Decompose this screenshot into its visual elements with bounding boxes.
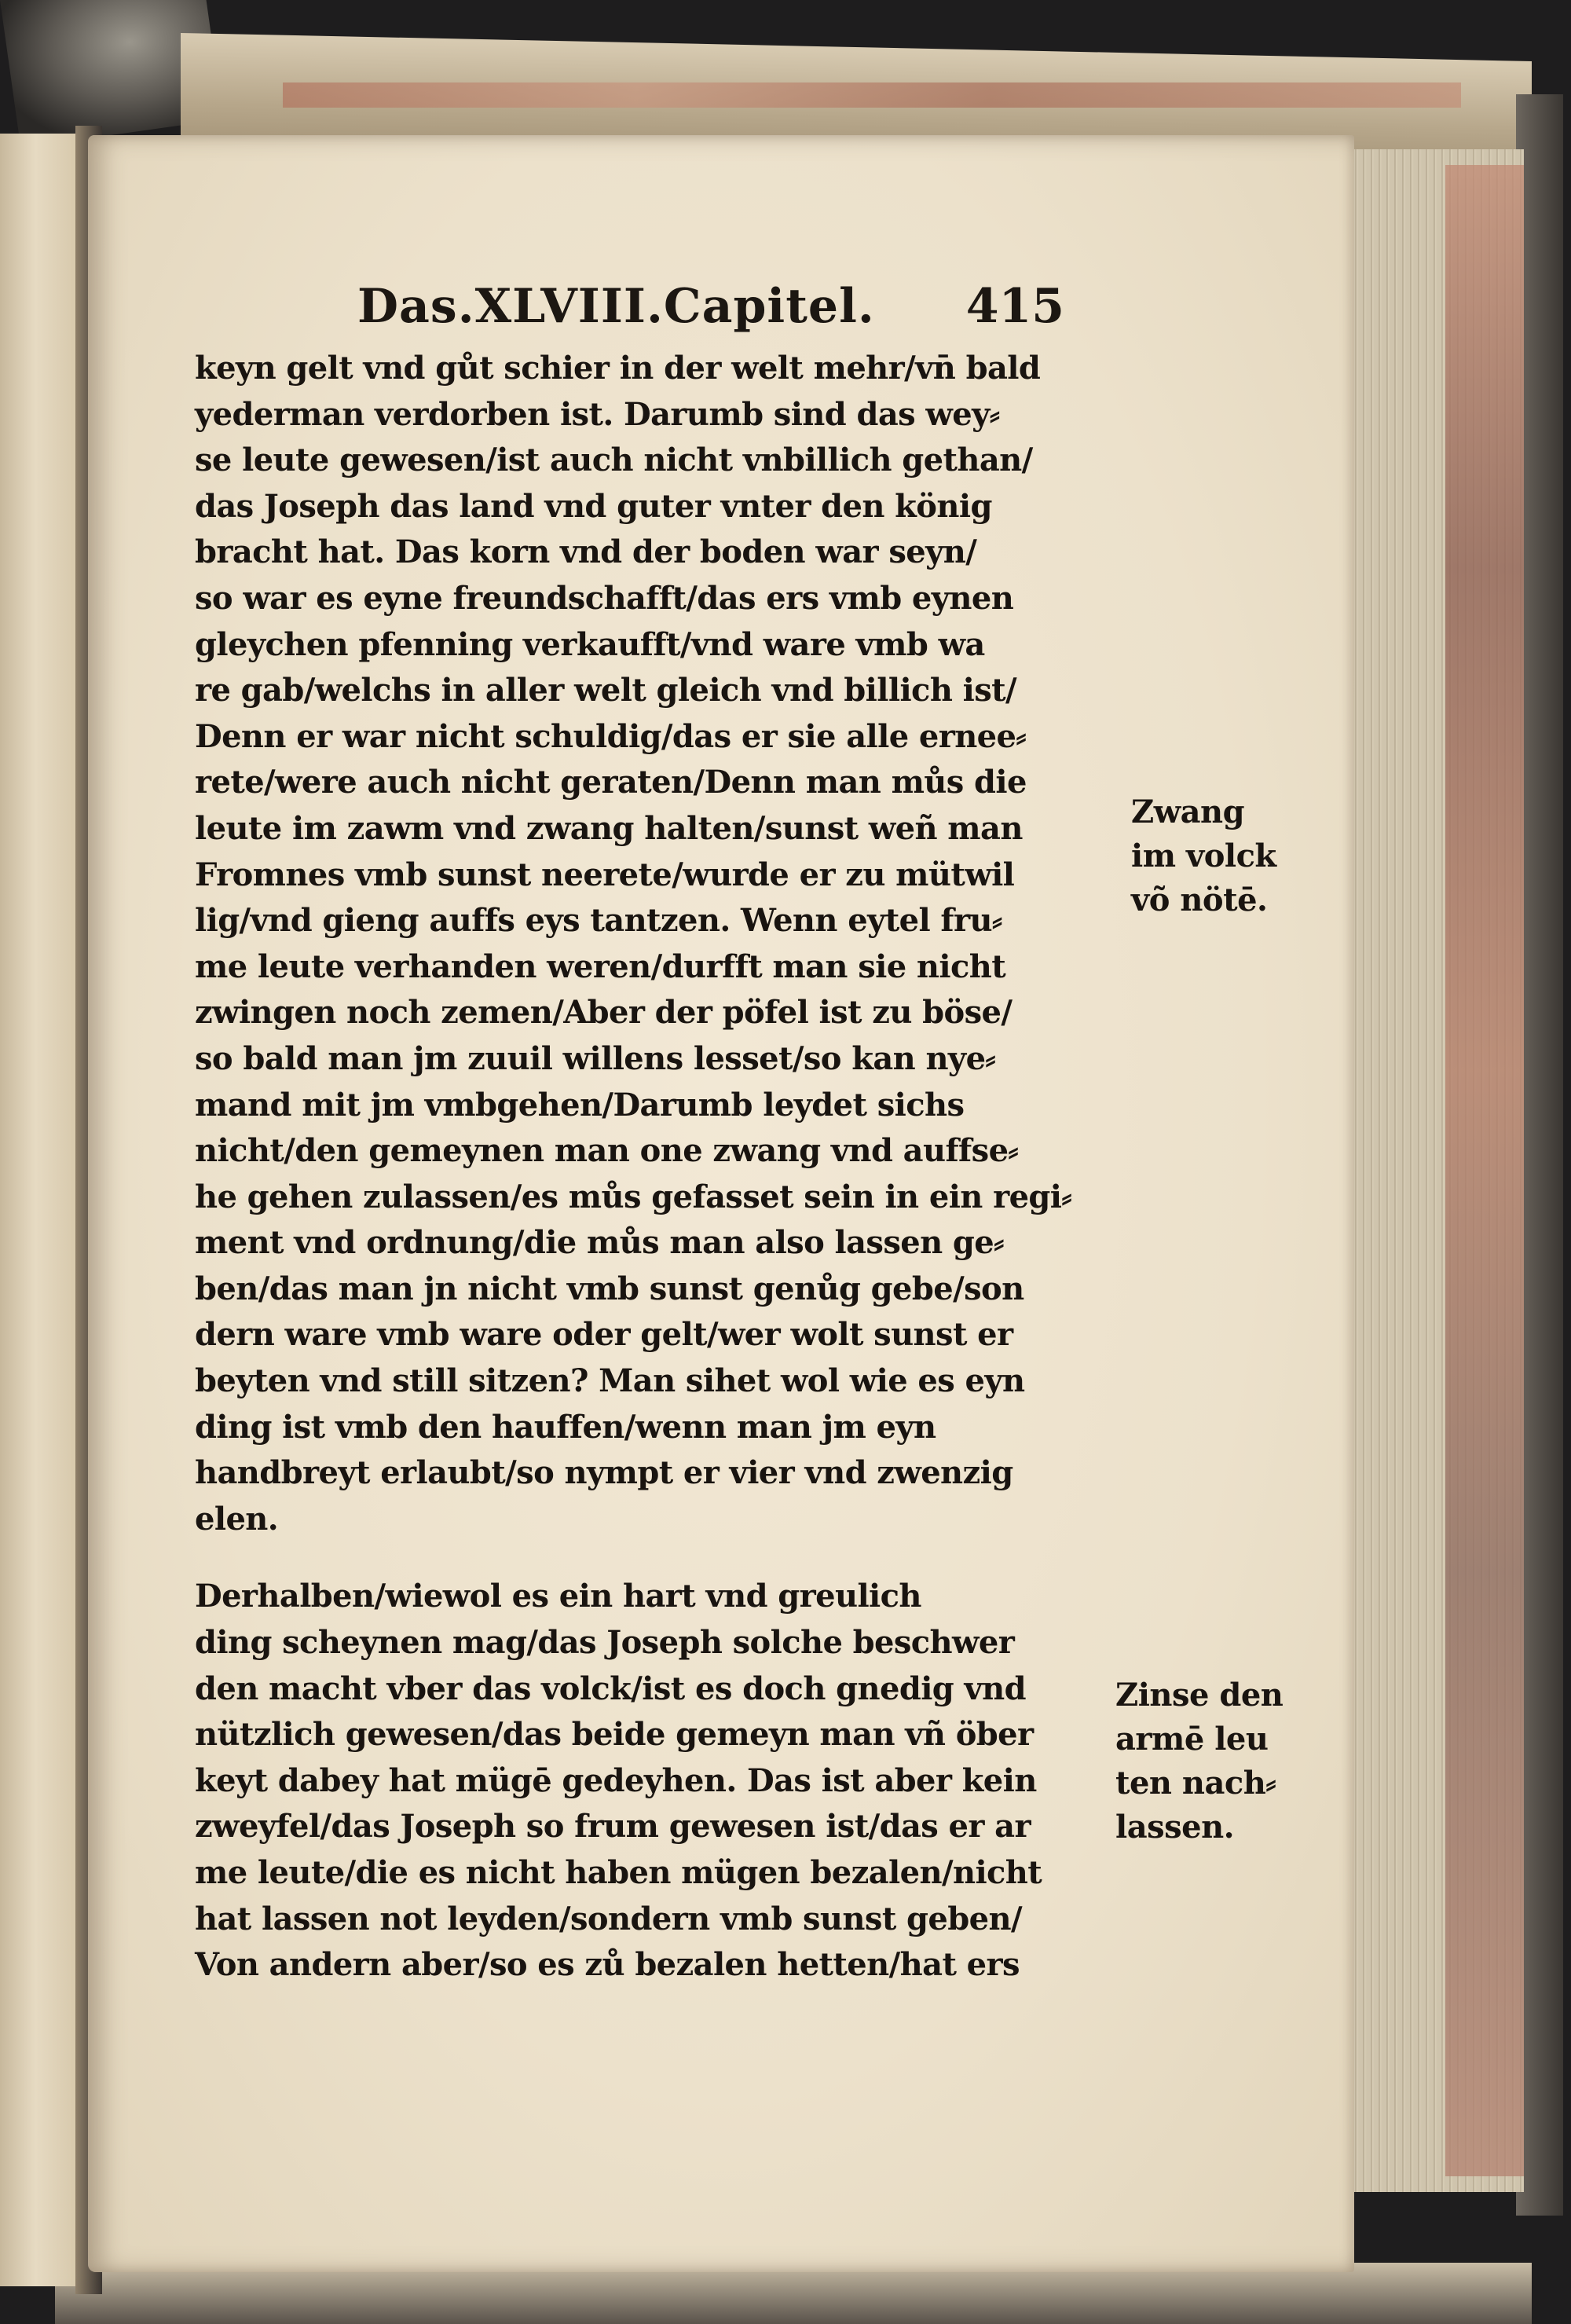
text-line: elen. [195, 1500, 279, 1538]
paragraph-gap [195, 1542, 1114, 1574]
margin-note-line: võ nötē. [1131, 882, 1268, 918]
text-line: keyn gelt vnd gůt schier in der welt mehr/vn̄ bald [195, 350, 1041, 387]
text-line: Denn er war nicht schuldig/das er sie alle ernee⸗ [195, 717, 1027, 755]
text-line: lig/vnd gieng auffs eys tantzen. Wenn eytel fru⸗ [195, 902, 1002, 940]
text-line: mand mit jm vmbgehen/Darumb leydet sichs [195, 1086, 965, 1124]
text-line: ding scheynen mag/das Joseph solche beschwer [195, 1624, 1015, 1662]
text-line: dern ware vmb ware oder gelt/wer wolt sunst er [195, 1316, 1013, 1354]
text-line: me leute verhanden weren/durfft man sie nicht [195, 948, 1006, 985]
margin-note-line: ten nach⸗ [1115, 1765, 1276, 1802]
paragraph-1 [195, 346, 1114, 1542]
text-line: bracht hat. Das korn vnd der boden war seyn/ [195, 533, 977, 571]
text-line: rete/were auch nicht geraten/Denn man můs die [195, 764, 1027, 801]
margin-note-line: Zwang [1131, 794, 1245, 830]
text-line: re gab/welchs in aller welt gleich vnd billich ist/ [195, 672, 1017, 709]
text-line: Von andern aber/so es zů bezalen hetten/hat ers [195, 1946, 1020, 1984]
text-line: nicht/den gemeynen man one zwang vnd auffse⸗ [195, 1132, 1019, 1170]
text-line: keyt dabey hat mügē gedeyhen. Das ist aber kein [195, 1761, 1037, 1799]
text-line: zwingen noch zemen/Aber der pöfel ist zu böse/ [195, 994, 1013, 1032]
text-line: so war es eyne freundschafft/das ers vmb eynen [195, 579, 1014, 617]
text-line: beyten vnd still sitzen? Man sihet wol wie es eyn [195, 1362, 1025, 1400]
text-line: leute im zawm vnd zwang halten/sunst weñ man [195, 809, 1023, 847]
margin-note-line: armē leu [1115, 1721, 1269, 1758]
text-line: se leute gewesen/ist auch nicht vnbillich gethan/ [195, 442, 1033, 479]
text-line: das Joseph das land vnd guter vnter den könig [195, 487, 992, 525]
text-line: ment vnd ordnung/die můs man also lassen ge⸗ [195, 1224, 1004, 1262]
text-line: Fromnes vmb sunst neerete/wurde er zu mütwil [195, 856, 1015, 893]
text-line: he gehen zulassen/es můs gefasset sein in ein regi⸗ [195, 1178, 1072, 1215]
chapter-title: Das.XLVIII.Capitel. [357, 279, 875, 334]
margin-note-line: im volck [1131, 838, 1276, 874]
main-text-block [195, 346, 1114, 1989]
text-line: den macht vber das volck/ist es doch gnedig vnd [195, 1670, 1026, 1707]
text-line: zweyfel/das Joseph so frum gewesen ist/das er ar [195, 1808, 1031, 1846]
text-line: ben/das man jn nicht vmb sunst genůg gebe/son [195, 1270, 1024, 1307]
text-line: yederman verdorben ist. Darumb sind das wey⸗ [195, 395, 1000, 433]
book-top-edge-color [283, 82, 1461, 108]
margin-note-1 [1131, 790, 1276, 922]
text-line: ding ist vmb den hauffen/wenn man jm eyn [195, 1408, 936, 1446]
text-line: Derhalben/wiewol es ein hart vnd greulich [195, 1578, 921, 1615]
text-line: so bald man jm zuuil willens lesset/so kan nye⸗ [195, 1039, 996, 1077]
page-number: 415 [965, 279, 1064, 334]
text-line: me leute/die es nicht haben mügen bezalen/nicht [195, 1854, 1042, 1891]
book-fore-edge-color [1445, 165, 1524, 2176]
margin-note-line: lassen. [1115, 1809, 1235, 1846]
text-line: hat lassen not leyden/sondern vmb sunst geben/ [195, 1900, 1022, 1937]
paragraph-2 [195, 1574, 1114, 1988]
running-header [357, 275, 1064, 338]
text-line: nützlich gewesen/das beide gemeyn man vñ öber [195, 1716, 1034, 1754]
margin-note-2 [1115, 1673, 1283, 1849]
margin-note-line: Zinse den [1115, 1677, 1284, 1714]
text-line: handbreyt erlaubt/so nympt er vier vnd zwenzig [195, 1454, 1013, 1492]
text-line: gleychen pfenning verkaufft/vnd ware vmb wa [195, 625, 985, 663]
